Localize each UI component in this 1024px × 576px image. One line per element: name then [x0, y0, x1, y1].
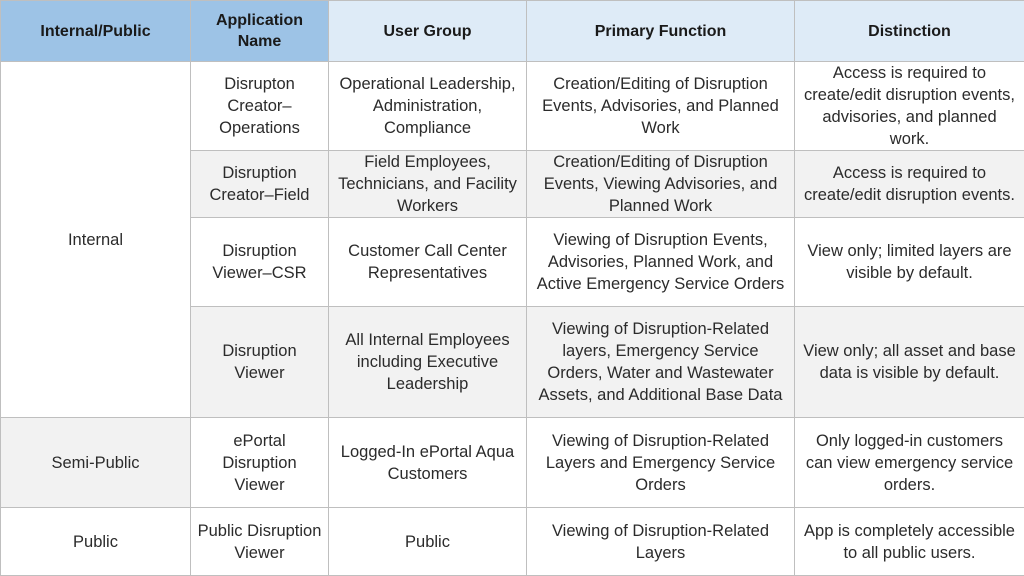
primary-function-cell: Viewing of Disruption-Related Layers [527, 508, 795, 576]
table-row [1, 508, 1024, 576]
primary-function-cell: Creation/Editing of Disruption Events, Advisories, and Planned Work [527, 62, 795, 151]
header-app-name: Application Name [191, 1, 329, 62]
user-group-cell: Customer Call Center Representatives [329, 218, 527, 307]
header-row [1, 1, 1024, 62]
distinction-cell: View only; all asset and base data is visible by default. [795, 307, 1024, 418]
distinction-cell: Access is required to create/edit disruption events, advisories, and planned work. [795, 62, 1024, 151]
category-cell-public: Public [1, 508, 191, 576]
distinction-cell: Access is required to create/edit disruption events. [795, 151, 1024, 218]
header-primary-function: Primary Function [527, 1, 795, 62]
app-name-cell: Public Disruption Viewer [191, 508, 329, 576]
header-category: Internal/Public [1, 1, 191, 62]
user-group-cell: Field Employees, Technicians, and Facility Workers [329, 151, 527, 218]
category-cell-internal: Internal [1, 62, 191, 418]
user-group-cell: Operational Leadership, Administration, Compliance [329, 62, 527, 151]
primary-function-cell: Viewing of Disruption Events, Advisories, Planned Work, and Active Emergency Service Orders [527, 218, 795, 307]
header-distinction: Distinction [795, 1, 1024, 62]
primary-function-cell: Viewing of Disruption-Related layers, Emergency Service Orders, Water and Wastewater Assets, and Additional Base Data [527, 307, 795, 418]
distinction-cell: View only; limited layers are visible by default. [795, 218, 1024, 307]
header-user-group: User Group [329, 1, 527, 62]
app-name-cell: Disrupton Creator–Operations [191, 62, 329, 151]
app-name-cell: ePortal Disruption Viewer [191, 418, 329, 508]
app-name-cell: Disruption Viewer [191, 307, 329, 418]
primary-function-cell: Viewing of Disruption-Related Layers and Emergency Service Orders [527, 418, 795, 508]
user-group-cell: All Internal Employees including Executive Leadership [329, 307, 527, 418]
app-name-cell: Disruption Viewer–CSR [191, 218, 329, 307]
primary-function-cell: Creation/Editing of Disruption Events, Viewing Advisories, and Planned Work [527, 151, 795, 218]
app-name-cell: Disruption Creator–Field [191, 151, 329, 218]
user-group-cell: Public [329, 508, 527, 576]
category-cell-semi-public: Semi-Public [1, 418, 191, 508]
distinction-cell: Only logged-in customers can view emergency service orders. [795, 418, 1024, 508]
distinction-cell: App is completely accessible to all public users. [795, 508, 1024, 576]
user-group-cell: Logged-In ePortal Aqua Customers [329, 418, 527, 508]
table-row [1, 62, 1024, 151]
table-row [1, 418, 1024, 508]
